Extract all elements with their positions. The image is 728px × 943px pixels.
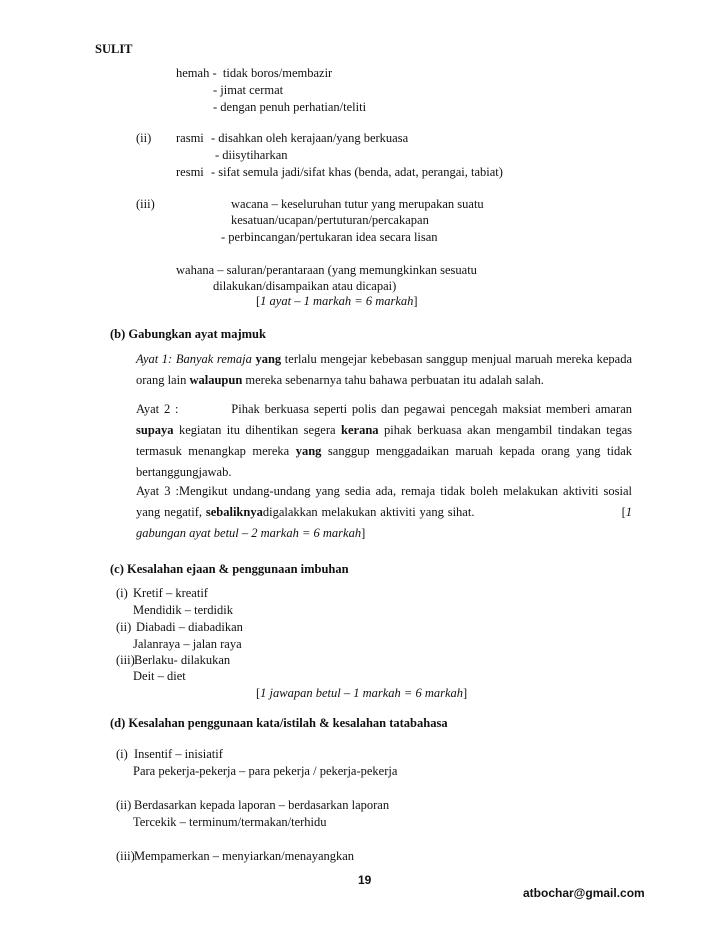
- resmi-word: resmi: [176, 165, 204, 179]
- c-item-1-num: (i): [116, 586, 128, 600]
- c-item-2-text: Mendidik – terdidik: [133, 603, 233, 617]
- d-item-1-num: (i): [116, 747, 128, 761]
- c-item-1-text: Kretif – kreatif: [133, 586, 208, 600]
- ayat-2-paragraph: Ayat 2 : Pihak berkuasa seperti polis dan pegawai pencegah maksiat memberi amaran supaya kegiatan itu dihentikan segera kerana pihak berkuasa akan mengambil tindakan tegas termasuk menangkap mereka yang sanggup menggadaikan maruah kepada orang yang tidak bertanggungjawab.: [136, 402, 633, 479]
- rasmi-def-1: - disahkan oleh kerajaan/yang berkuasa: [211, 131, 409, 145]
- c-item-4-text: Jalanraya – jalan raya: [133, 637, 242, 651]
- d-item-3-num: (ii): [116, 798, 132, 812]
- d-item-2-text: Para pekerja-pekerja – para pekerja / pekerja-pekerja: [133, 764, 398, 778]
- hemah-def-3: - dengan penuh perhatian/teliti: [213, 100, 367, 114]
- ayat-3-paragraph: Ayat 3 :Mengikut undang-undang yang sedia ada, remaja tidak boleh melakukan aktiviti sosial yang negatif, sebaliknyadigalakkan melakukan aktiviti yang sihat. [1 gabungan ayat betul – 2 markah = 6 markah]: [136, 484, 632, 540]
- footer-email: atbochar@gmail.com: [523, 886, 645, 900]
- ayat-1-paragraph: Ayat 1: Banyak remaja yang terlalu mengejar kebebasan sanggup menjual maruah mereka kepada orang lain walaupun mereka sebenarnya tahu bahawa perbuatan itu adalah salah.: [136, 352, 633, 387]
- c-item-5-text: Berlaku- dilakukan: [134, 653, 231, 667]
- d-item-4-text: Tercekik – terminum/termakan/terhidu: [133, 815, 327, 829]
- rasmi-def-2: - diisytiharkan: [215, 148, 288, 162]
- rasmi-word: rasmi: [176, 131, 204, 145]
- wahana-line-2: dilakukan/disampaikan atau dicapai): [213, 279, 397, 293]
- c-item-5-num: (iii): [116, 653, 135, 667]
- section-c-title: (c) Kesalahan ejaan & penggunaan imbuhan: [110, 562, 349, 576]
- section-c-mark: [1 jawapan betul – 1 markah = 6 markah]: [256, 686, 468, 700]
- hemah-def-2: - jimat cermat: [213, 83, 284, 97]
- d-item-5-num: (iii): [116, 849, 135, 863]
- wacana-line-3: - perbincangan/pertukaran idea secara lisan: [221, 230, 438, 244]
- wahana-line-1: wahana – saluran/perantaraan (yang memungkinkan sesuatu: [176, 263, 477, 277]
- item-iii-number: (iii): [136, 197, 155, 211]
- resmi-def: - sifat semula jadi/sifat khas (benda, adat, perangai, tabiat): [211, 165, 503, 179]
- d-item-3-text: Berdasarkan kepada laporan – berdasarkan laporan: [134, 798, 390, 812]
- hemah-def-1: tidak boros/membazir: [222, 66, 333, 80]
- c-item-6-text: Deit – diet: [133, 669, 186, 683]
- hemah-word: hemah - tidak boros/membazir: [176, 66, 333, 80]
- section-d-title: (d) Kesalahan penggunaan kata/istilah & kesalahan tatabahasa: [110, 716, 448, 730]
- section-b-title: (b) Gabungkan ayat majmuk: [110, 327, 266, 341]
- wacana-line-2: kesatuan/ucapan/pertuturan/percakapan: [231, 213, 429, 227]
- page-number: 19: [358, 873, 372, 887]
- item-ii-number: (ii): [136, 131, 152, 145]
- header-sulit: SULIT: [95, 42, 133, 56]
- d-item-1-text: Insentif – inisiatif: [134, 747, 223, 761]
- c-item-3-num: (ii): [116, 620, 132, 634]
- section-a-mark: [1 ayat – 1 markah = 6 markah]: [256, 294, 418, 308]
- wacana-line-1: wacana – keseluruhan tutur yang merupakan suatu: [231, 197, 484, 211]
- c-item-3-text: Diabadi – diabadikan: [136, 620, 243, 634]
- d-item-5-text: Mempamerkan – menyiarkan/menayangkan: [134, 849, 355, 863]
